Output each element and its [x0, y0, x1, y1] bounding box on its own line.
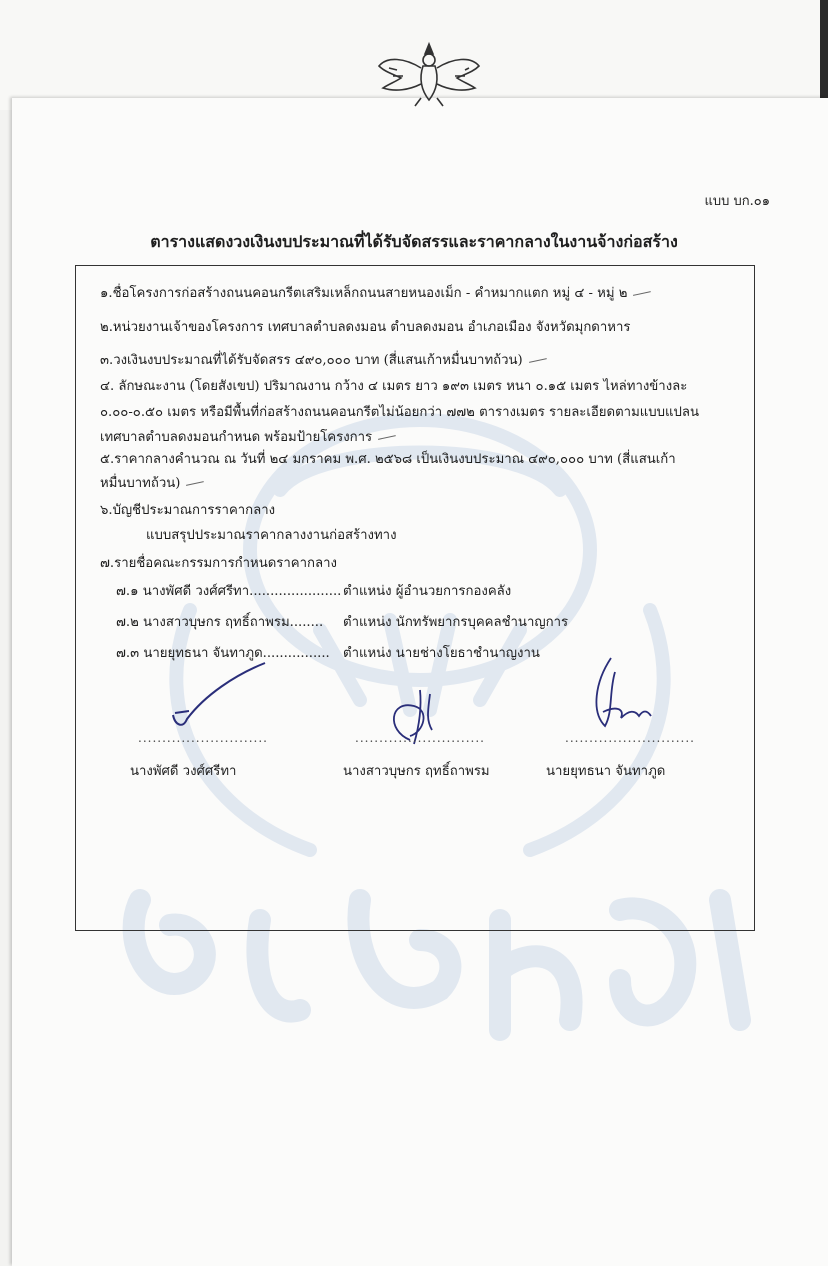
member-number: ๗.๒ [116, 615, 139, 630]
committee-member-1 [116, 580, 341, 601]
document-title: ตารางแสดงวงเงินงบประมาณที่ได้รับจัดสรรและราคากลางในงานจ้างก่อสร้าง [150, 232, 678, 251]
check-mark-icon [529, 358, 547, 364]
item-4-text-1: ๔. ลักษณะงาน (โดยสังเขป) ปริมาณงาน กว้าง ๔ เมตร ยาว ๑๙๓ เมตร หนา ๐.๑๕ เมตร ไหล่ทางข้างละ [100, 379, 688, 394]
committee-member-2 [116, 611, 323, 632]
item-5-text-1: ๕.ราคากลางคำนวณ ณ วันที่ ๒๔ มกราคม พ.ศ. ๒๕๖๘ เป็นเงินงบประมาณ ๔๙๐,๐๐๐ บาท (สี่แสนเก้า [100, 452, 676, 467]
committee-position-1 [343, 580, 511, 601]
item-4-text-3: เทศบาลตำบลดงมอนกำหนด พร้อมป้ายโครงการ [100, 430, 373, 445]
form-code: แบบ บก.๐๑ [704, 194, 770, 209]
member-name: นางพัศดี วงศ์ศรีทา [142, 584, 250, 599]
item-2-text: ๒.หน่วยงานเจ้าของโครงการ เทศบาลตำบลดงมอน ตำบลดงมอน อำเภอเมือง จังหวัดมุกดาหาร [100, 320, 631, 335]
item-4-line-1 [100, 375, 687, 396]
member-name: นายยุทธนา จันทาภูด [143, 646, 263, 661]
item-5-text-2: หมื่นบาทถ้วน) [100, 476, 181, 491]
check-mark-icon [186, 481, 204, 487]
item-6-text: ๖.บัญชีประมาณการราคากลาง [100, 503, 276, 518]
item-6-sub-text: แบบสรุปประมาณราคากลางงานก่อสร้างทาง [146, 528, 397, 543]
item-5-line-1 [100, 448, 676, 469]
signature-3 [585, 652, 665, 732]
dotted-leader: ........ [289, 615, 324, 630]
item-4-line-2 [100, 401, 699, 422]
item-2-line [100, 316, 630, 337]
dotted-leader: ................ [262, 646, 330, 661]
member-number: ๗.๑ [116, 584, 139, 599]
committee-position-2 [343, 611, 568, 632]
item-7-line [100, 552, 337, 573]
check-mark-icon [633, 291, 651, 297]
item-1-line [100, 282, 651, 303]
item-7-text: ๗.รายชื่อคณะกรรมการกำหนดราคากลาง [100, 556, 337, 571]
signature-1 [165, 655, 275, 735]
item-3-line [100, 349, 547, 370]
item-4-text-2: ๐.๐๐-๐.๕๐ เมตร หรือมีพื้นที่ก่อสร้างถนนคอนกรีตไม่น้อยกว่า ๗๗๒ ตารางเมตร รายละเอียดตามแบบแปลน [100, 405, 699, 420]
item-6-sub-line [146, 524, 397, 545]
member-position: ตำแหน่ง นายช่างโยธาชำนาญงาน [343, 646, 540, 661]
signature-line-3: ........................... [565, 731, 695, 745]
member-position: ตำแหน่ง นักทรัพยากรบุคคลชำนาญการ [343, 615, 569, 630]
member-number: ๗.๓ [116, 646, 140, 661]
item-4-line-3 [100, 426, 396, 447]
item-1-text: ๑.ชื่อโครงการก่อสร้างถนนคอนกรีตเสริมเหล็กถนนสายหนองเม็ก - คำหมากแตก หมู่ ๔ - หมู่ ๒ [100, 286, 628, 301]
signatory-name-3: นายยุทธนา จันทาภูด [546, 764, 666, 779]
item-3-text: ๓.วงเงินงบประมาณที่ได้รับจัดสรร ๔๙๐,๐๐๐ บาท (สี่แสนเก้าหมื่นบาทถ้วน) [100, 353, 523, 368]
committee-position-3 [343, 642, 540, 663]
member-position: ตำแหน่ง ผู้อำนวยการกองคลัง [343, 584, 512, 599]
back-sheet-edge [820, 0, 828, 105]
garuda-emblem-icon [375, 38, 483, 108]
signatory-name-2: นางสาวบุษกร ฤทธิ์ถาพรม [343, 764, 490, 779]
member-name: นางสาวบุษกร ฤทธิ์ถาพรม [143, 615, 290, 630]
item-6-line [100, 499, 275, 520]
item-5-line-2 [100, 472, 204, 493]
dotted-leader: ...................... [249, 584, 342, 599]
check-mark-icon [378, 435, 396, 441]
signature-line-1: ........................... [138, 731, 268, 745]
signature-line-2: ........................... [355, 731, 485, 745]
signatory-name-1: นางพัศดี วงศ์ศรีทา [130, 764, 237, 779]
